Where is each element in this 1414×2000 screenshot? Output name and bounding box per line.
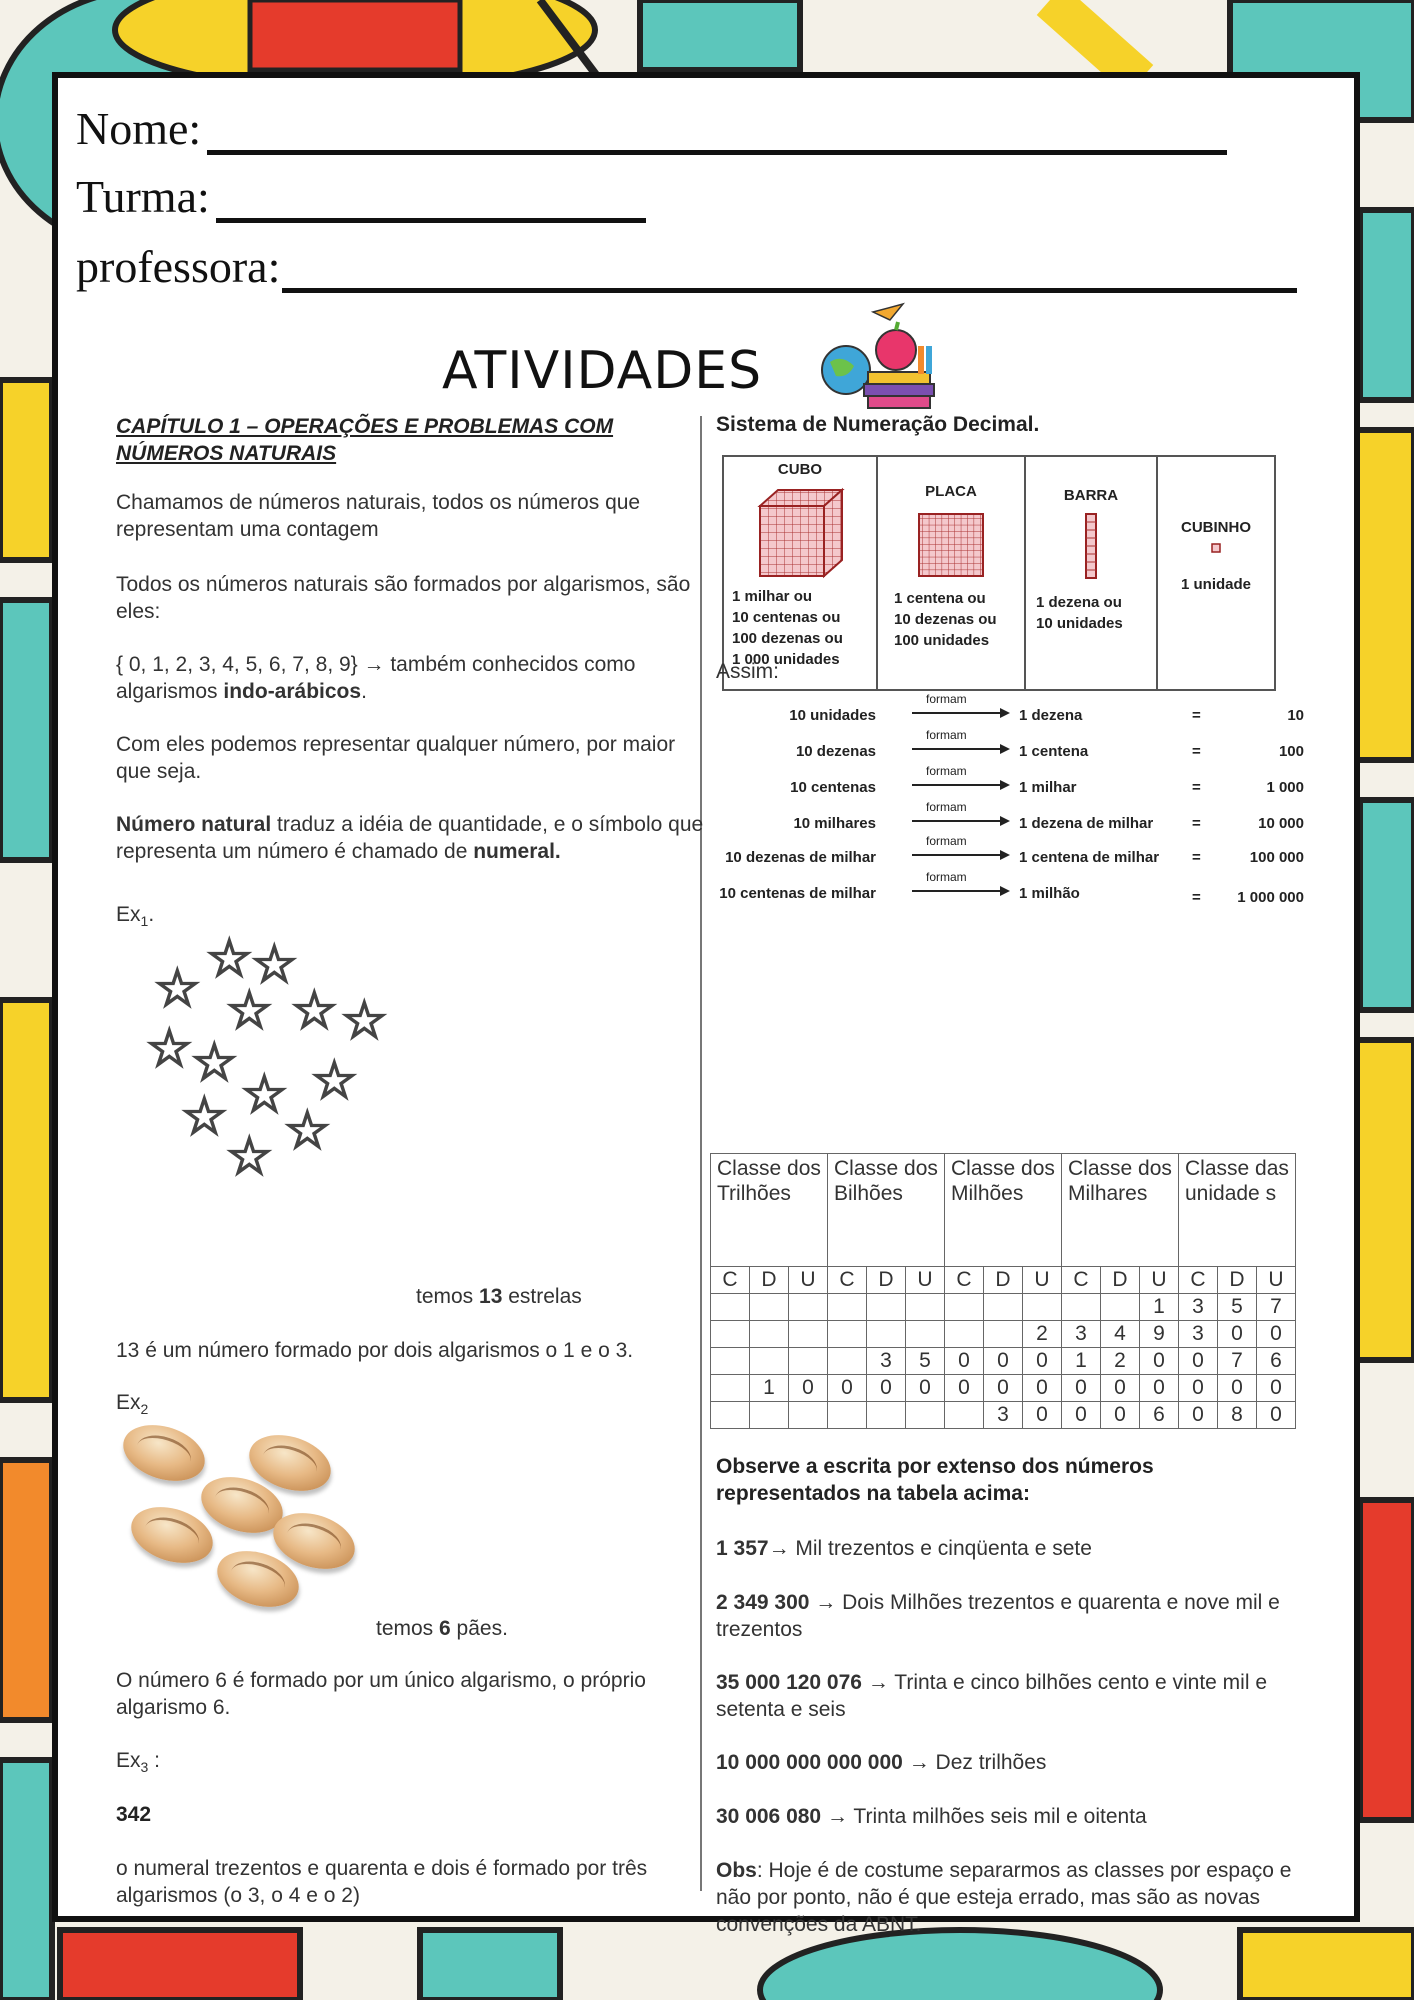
star-icon: ☆ xyxy=(251,936,298,994)
table-cell xyxy=(906,1402,945,1429)
table-cell: 0 xyxy=(906,1375,945,1402)
cdu-header-cell: D xyxy=(1101,1267,1140,1294)
arrow-icon xyxy=(912,780,1010,790)
table-cell xyxy=(828,1348,867,1375)
arrow-icon xyxy=(912,708,1010,718)
table-row xyxy=(711,1402,1296,1429)
flow-row: 10 unidades formam 1 dezena = 10 xyxy=(789,692,1304,724)
block-barra xyxy=(1025,456,1157,690)
flow-row: 10 dezenas de milhar formam 1 centena de milhar = 100 000 xyxy=(725,834,1304,866)
table-cell: 0 xyxy=(1101,1375,1140,1402)
classes-header-row xyxy=(711,1154,1296,1267)
table-cell: 3 xyxy=(984,1402,1023,1429)
table-cell xyxy=(789,1402,828,1429)
worksheet xyxy=(52,72,1360,1936)
table-cell: 0 xyxy=(1257,1402,1296,1429)
table-cell xyxy=(711,1348,750,1375)
table-cell: 5 xyxy=(906,1348,945,1375)
paragraph-digits-intro: Todos os números naturais são formados por algarismos, são eles: xyxy=(116,573,691,623)
table-cell xyxy=(711,1402,750,1429)
table-cell xyxy=(984,1321,1023,1348)
teacher-line[interactable] xyxy=(282,258,1297,293)
observe-heading: Observe a escrita por extenso dos números representados na tabela acima: xyxy=(716,1455,1154,1505)
table-cell xyxy=(750,1348,789,1375)
number-classes-table xyxy=(710,1153,1296,1429)
paragraph-definition: Chamamos de números naturais, todos os números que representam uma contagem xyxy=(116,491,641,541)
star-icon: ☆ xyxy=(226,1128,273,1186)
table-cell: 5 xyxy=(1218,1294,1257,1321)
teacher-field[interactable] xyxy=(76,240,1297,293)
table-row xyxy=(711,1348,1296,1375)
table-cell xyxy=(1101,1294,1140,1321)
table-cell xyxy=(711,1375,750,1402)
table-cell xyxy=(945,1402,984,1429)
cdu-header-cell: C xyxy=(1179,1267,1218,1294)
table-cell xyxy=(906,1294,945,1321)
bar-icon xyxy=(1081,512,1101,582)
extenso-item: 35 000 120 076 → Trinta e cinco bilhões cento e vinte mil e setenta e seis xyxy=(716,1671,1268,1721)
star-icon: ☆ xyxy=(226,982,273,1040)
cdu-header-cell: D xyxy=(867,1267,906,1294)
table-cell: 0 xyxy=(1257,1375,1296,1402)
cdu-header-cell: C xyxy=(828,1267,867,1294)
table-cell: 0 xyxy=(1218,1375,1257,1402)
table-cell: 6 xyxy=(1140,1402,1179,1429)
stars-illustration xyxy=(146,930,426,1193)
block-placa xyxy=(877,456,1025,690)
small-cube-icon xyxy=(1210,542,1222,554)
table-cell: 9 xyxy=(1140,1321,1179,1348)
bread-icon xyxy=(116,1415,212,1490)
table-cell: 7 xyxy=(1257,1294,1296,1321)
school-supplies-icon xyxy=(818,302,938,412)
star-icon: ☆ xyxy=(284,1102,331,1160)
cdu-header-cell: D xyxy=(750,1267,789,1294)
cdu-header-cell: D xyxy=(1218,1267,1257,1294)
table-cell: 3 xyxy=(867,1348,906,1375)
paragraph-6: O número 6 é formado por um único algarismo, o próprio algarismo 6. xyxy=(116,1669,646,1719)
table-cell xyxy=(711,1294,750,1321)
table-cell xyxy=(1062,1294,1101,1321)
block-desc: 1 milhar ou 10 centenas ou 100 dezenas ou 1 000 unidades xyxy=(732,588,843,668)
table-cell: 1 xyxy=(1062,1348,1101,1375)
cdu-header-cell: D xyxy=(984,1267,1023,1294)
paragraph-natural-number: Número natural traduz a idéia de quantidade, e o símbolo que representa um número é chamado de numeral. xyxy=(116,813,704,863)
paragraph-342: o numeral trezentos e quarenta e dois é formado por três algarismos (o 3, o 4 e o 2) xyxy=(116,1857,648,1907)
number-342: 342 xyxy=(116,1803,152,1826)
table-row xyxy=(711,1375,1296,1402)
table-cell: 0 xyxy=(1062,1402,1101,1429)
table-cell: 0 xyxy=(984,1375,1023,1402)
star-icon: ☆ xyxy=(291,982,338,1040)
table-cell: 0 xyxy=(789,1375,828,1402)
section-heading: Sistema de Numeração Decimal. xyxy=(716,413,1040,436)
class-header: Classe dos Bilhões xyxy=(828,1154,945,1267)
table-cell xyxy=(867,1294,906,1321)
bread-count-caption: temos 6 pães. xyxy=(376,1617,508,1640)
table-cell xyxy=(828,1321,867,1348)
table-cell: 0 xyxy=(1140,1348,1179,1375)
table-cell: 2 xyxy=(1023,1321,1062,1348)
table-cell: 3 xyxy=(1179,1294,1218,1321)
arrow-icon xyxy=(912,816,1010,826)
chapter-title: CAPÍTULO 1 – OPERAÇÕES E PROBLEMAS COM NÚMEROS NATURAIS xyxy=(116,415,614,465)
table-cell xyxy=(945,1321,984,1348)
star-icon: ☆ xyxy=(181,1088,228,1146)
table-cell xyxy=(984,1294,1023,1321)
cdu-header-cell: C xyxy=(945,1267,984,1294)
class-label: Turma: xyxy=(76,171,210,222)
table-cell: 0 xyxy=(1179,1348,1218,1375)
table-cell: 3 xyxy=(1062,1321,1101,1348)
star-icon: ☆ xyxy=(191,1034,238,1092)
table-cell xyxy=(789,1348,828,1375)
cdu-header-cell: U xyxy=(1023,1267,1062,1294)
example-1-label: $Ex_1$. xyxy=(116,903,155,930)
extenso-item: 2 349 300 → Dois Milhões trezentos e quarenta e nove mil e trezentos xyxy=(716,1591,1280,1641)
table-cell: 1 xyxy=(750,1375,789,1402)
block-name: CUBINHO xyxy=(1181,519,1251,536)
flow-row: 10 milhares formam 1 dezena de milhar = 10 000 xyxy=(793,800,1304,832)
block-name: PLACA xyxy=(925,483,977,500)
name-label: Nome: xyxy=(76,103,202,154)
table-cell xyxy=(750,1294,789,1321)
cdu-header-row xyxy=(711,1267,1296,1294)
table-row xyxy=(711,1294,1296,1321)
table-cell xyxy=(789,1294,828,1321)
table-cell xyxy=(789,1321,828,1348)
teacher-label: professora: xyxy=(76,241,281,292)
table-cell: 0 xyxy=(1101,1402,1140,1429)
page-title: ATIVIDADES xyxy=(442,341,763,401)
cube-icon xyxy=(752,484,848,580)
plate-icon xyxy=(916,512,986,578)
table-cell: 0 xyxy=(984,1348,1023,1375)
table-cell: 0 xyxy=(867,1375,906,1402)
block-desc: 1 dezena ou 10 unidades xyxy=(1036,594,1123,632)
cdu-header-cell: C xyxy=(1062,1267,1101,1294)
block-desc: 1 centena ou 10 dezenas ou 100 unidades xyxy=(894,590,997,649)
extenso-item: 30 006 080 → Trinta milhões seis mil e oitenta xyxy=(716,1805,1147,1828)
table-cell: 0 xyxy=(1179,1375,1218,1402)
table-cell: 2 xyxy=(1101,1348,1140,1375)
block-cubinho xyxy=(1157,456,1275,690)
star-icon: ☆ xyxy=(241,1066,288,1124)
table-cell: 3 xyxy=(1179,1321,1218,1348)
table-cell: 6 xyxy=(1257,1348,1296,1375)
table-cell xyxy=(750,1402,789,1429)
class-header: Classe dos Trilhões xyxy=(711,1154,828,1267)
extenso-item: 10 000 000 000 000 → Dez trilhões xyxy=(716,1751,1047,1774)
table-cell xyxy=(867,1321,906,1348)
table-cell: 0 xyxy=(1140,1375,1179,1402)
table-cell: 7 xyxy=(1218,1348,1257,1375)
block-desc: 1 unidade xyxy=(1180,576,1251,593)
table-cell xyxy=(828,1402,867,1429)
table-cell xyxy=(1023,1294,1062,1321)
example-3-label: $Ex_3$ : xyxy=(116,1749,160,1776)
table-cell xyxy=(945,1294,984,1321)
paragraph-digits-set: { 0, 1, 2, 3, 4, 5, 6, 7, 8, 9} → também conhecidos como algarismos indo-arábicos. xyxy=(116,653,636,703)
table-cell: 0 xyxy=(1023,1375,1062,1402)
table-row xyxy=(711,1321,1296,1348)
block-name: BARRA xyxy=(1063,487,1119,504)
table-cell: 0 xyxy=(1218,1321,1257,1348)
flow-row: 10 dezenas formam 1 centena = 100 xyxy=(795,728,1304,760)
table-cell: 0 xyxy=(1023,1402,1062,1429)
class-header: Classe dos Milhões xyxy=(945,1154,1062,1267)
star-icon: ☆ xyxy=(341,992,388,1050)
arrow-icon xyxy=(912,744,1010,754)
paragraph-13: 13 é um número formado por dois algarismos o 1 e o 3. xyxy=(116,1339,634,1362)
class-field[interactable] xyxy=(76,170,646,223)
stars-count-caption: temos 13 estrelas xyxy=(416,1285,582,1308)
table-cell: 1 xyxy=(1140,1294,1179,1321)
table-cell: 0 xyxy=(828,1375,867,1402)
arrow-icon xyxy=(912,886,1010,896)
assim-label: Assim: xyxy=(716,660,779,683)
base-ten-blocks-table xyxy=(722,455,1276,691)
paragraph-any-number: Com eles podemos representar qualquer número, por maior que seja. xyxy=(116,733,676,783)
star-icon: ☆ xyxy=(154,960,201,1018)
extenso-item: 1 357→ Mil trezentos e cinqüenta e sete xyxy=(716,1537,1092,1560)
star-icon: ☆ xyxy=(206,930,253,988)
table-cell: 0 xyxy=(945,1348,984,1375)
table-cell: 8 xyxy=(1218,1402,1257,1429)
table-cell xyxy=(867,1402,906,1429)
cdu-header-cell: U xyxy=(1257,1267,1296,1294)
arrow-icon xyxy=(912,850,1010,860)
class-header: Classe das unidade s xyxy=(1179,1154,1296,1267)
cdu-header-cell: U xyxy=(906,1267,945,1294)
cdu-header-cell: U xyxy=(789,1267,828,1294)
star-icon: ☆ xyxy=(311,1052,358,1110)
table-cell: 0 xyxy=(1257,1321,1296,1348)
table-cell: 0 xyxy=(1023,1348,1062,1375)
class-header: Classe dos Milhares xyxy=(1062,1154,1179,1267)
cdu-header-cell: U xyxy=(1140,1267,1179,1294)
table-cell xyxy=(906,1321,945,1348)
table-cell xyxy=(750,1321,789,1348)
name-line[interactable] xyxy=(207,120,1227,155)
obs-note: Obs: Hoje é de costume separarmos as classes por espaço e não por ponto, não é que esteja errado, mas são as novas convenções da ABNT. xyxy=(716,1859,1292,1936)
star-icon: ☆ xyxy=(146,1020,193,1078)
class-line[interactable] xyxy=(216,188,646,223)
name-field[interactable] xyxy=(76,102,1227,155)
bread-illustration xyxy=(116,1423,376,1623)
cdu-header-cell: C xyxy=(711,1267,750,1294)
table-cell: 0 xyxy=(1179,1402,1218,1429)
example-2-label: $Ex_2$ xyxy=(116,1391,149,1418)
table-cell xyxy=(711,1321,750,1348)
block-cubo xyxy=(723,456,877,690)
block-name: CUBO xyxy=(777,461,823,478)
table-cell: 0 xyxy=(1062,1375,1101,1402)
table-cell: 0 xyxy=(945,1375,984,1402)
table-cell: 4 xyxy=(1101,1321,1140,1348)
flow-row: 10 centenas de milhar formam 1 milhão = 1 000 000 xyxy=(719,870,1304,906)
flow-row: 10 centenas formam 1 milhar = 1 000 xyxy=(790,764,1304,796)
table-cell xyxy=(828,1294,867,1321)
